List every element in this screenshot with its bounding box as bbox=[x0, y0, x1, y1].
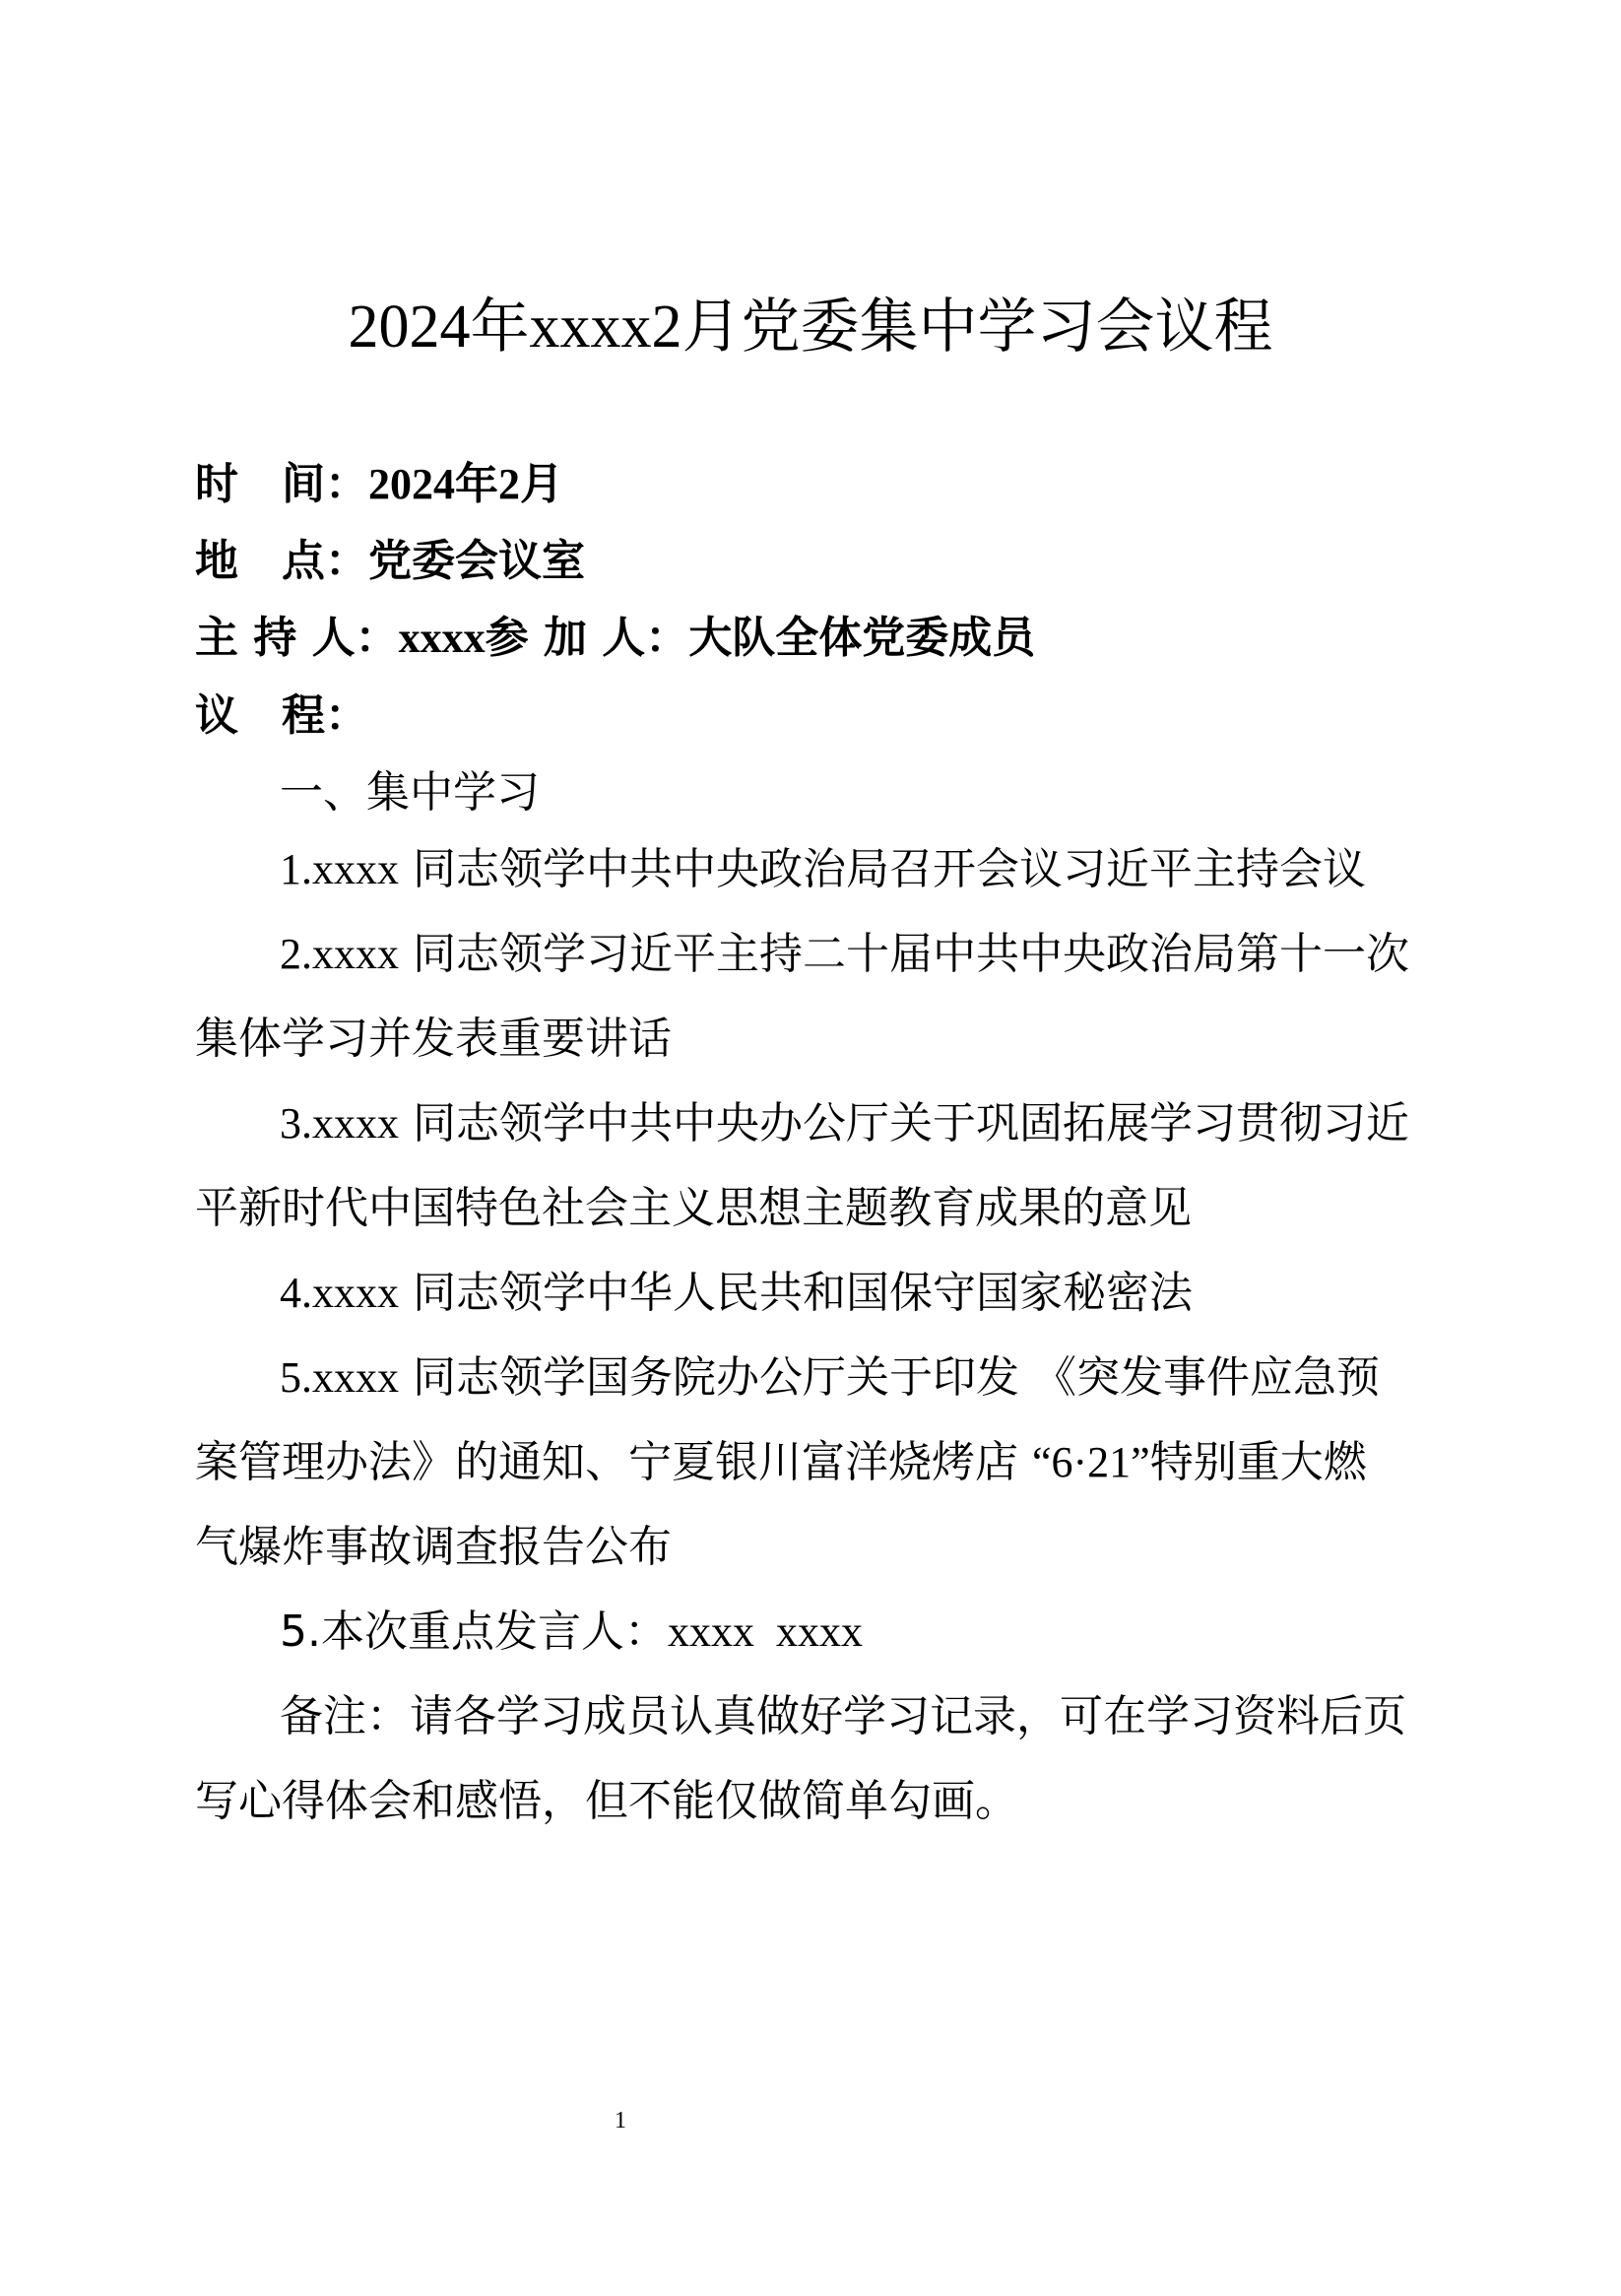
meta-host-value: xxxx bbox=[398, 614, 486, 662]
title-year-number: 2024 bbox=[348, 294, 471, 361]
meta-place-value: 党委会议室 bbox=[368, 536, 585, 586]
agenda-item-3-number: 3.xxxx bbox=[280, 1099, 399, 1148]
agenda-item-2-number: 2.xxxx bbox=[280, 930, 399, 978]
agenda-item-1 bbox=[280, 840, 1366, 899]
meta-time-year-char: 年 bbox=[455, 459, 498, 509]
agenda-item-4 bbox=[280, 1264, 1193, 1323]
agenda-item-2-continuation: 集体学习并发表重要讲话 bbox=[195, 1014, 672, 1064]
agenda-item-5-continuation-2: 气爆炸事故调查报告公布 bbox=[195, 1522, 672, 1572]
agenda-item-3 bbox=[280, 1094, 1409, 1153]
agenda-item-3-continuation: 平新时代中国特色社会主义思想主题教育成果的意见 bbox=[195, 1183, 1192, 1233]
meta-time-month-number: 2 bbox=[498, 460, 520, 508]
section-heading: 一、集中学习 bbox=[280, 767, 540, 818]
agenda-item-5-text-2a: 案管理办法》的通知、宁夏银川富洋烧烤店 bbox=[195, 1437, 1032, 1487]
meta-place-label: 地 点： bbox=[195, 536, 368, 586]
meta-host-label: 主 持 人： bbox=[195, 613, 399, 663]
agenda-item-2-text: 同志领学习近平主持二十届中共中央政治局第十一次 bbox=[413, 929, 1409, 979]
meta-place bbox=[195, 532, 585, 591]
agenda-item-5 bbox=[280, 1348, 1380, 1408]
agenda-item-2 bbox=[280, 925, 1409, 984]
meta-time-label: 时 间： bbox=[195, 459, 368, 509]
meta-agenda bbox=[195, 687, 368, 746]
key-speakers-label: 5.本次重点发言人： bbox=[280, 1607, 668, 1657]
meta-participants-label: 参 加 人： bbox=[485, 613, 689, 663]
key-speakers-value: xxxx xxxx bbox=[667, 1607, 863, 1656]
agenda-item-3-text: 同志领学中共中央办公厅关于巩固拓展学习贯彻习近 bbox=[413, 1098, 1409, 1148]
meta-participants-value: 大队全体党委成员 bbox=[688, 613, 1036, 663]
meta-agenda-label: 议 程： bbox=[195, 690, 368, 741]
title-rest: 月党委集中学习会议程 bbox=[681, 293, 1273, 361]
agenda-item-1-number: 1.xxxx bbox=[280, 845, 399, 893]
key-speakers bbox=[280, 1603, 863, 1662]
meta-time bbox=[195, 455, 563, 514]
agenda-item-4-number: 4.xxxx bbox=[280, 1269, 399, 1317]
document-title bbox=[0, 288, 1621, 366]
note-line-1: 备注：请各学习成员认真做好学习记录，可在学习资料后页 bbox=[280, 1691, 1406, 1741]
agenda-item-1-text: 同志领学中共中央政治局召开会议习近平主持会议 bbox=[413, 844, 1366, 894]
title-placeholder: xxxx2 bbox=[529, 294, 682, 361]
agenda-item-5-continuation-1 bbox=[195, 1433, 1367, 1492]
meta-host bbox=[195, 609, 1035, 668]
agenda-item-5-text: 同志领学国务院办公厅关于印发 《突发事件应急预 bbox=[413, 1352, 1380, 1403]
meta-time-month-char: 月 bbox=[520, 459, 563, 509]
meta-time-year-number: 2024 bbox=[368, 460, 455, 508]
note-line-2: 写心得体会和感悟，但不能仅做简单勾画。 bbox=[195, 1776, 1018, 1826]
page-number: 1 bbox=[615, 2108, 626, 2133]
agenda-item-5-text-2b: 特别重大燃 bbox=[1149, 1437, 1367, 1487]
title-year-char: 年 bbox=[470, 293, 530, 361]
agenda-item-5-quote: “6·21” bbox=[1032, 1438, 1150, 1486]
agenda-item-5-number: 5.xxxx bbox=[280, 1353, 399, 1402]
agenda-item-4-text: 同志领学中华人民共和国保守国家秘密法 bbox=[413, 1268, 1193, 1318]
